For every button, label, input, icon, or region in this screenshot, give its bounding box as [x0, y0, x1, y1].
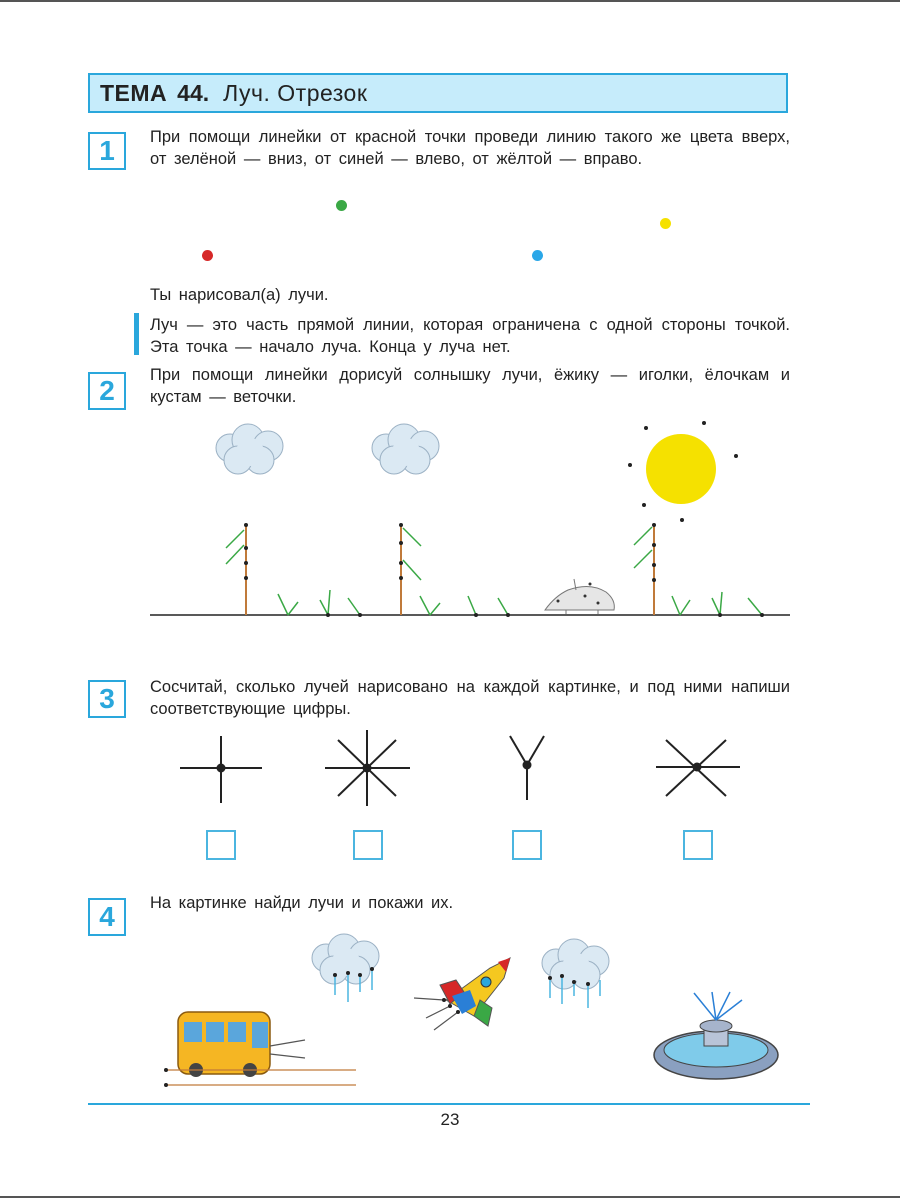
bus[interactable]: [164, 1012, 356, 1087]
rain-cloud-1[interactable]: [312, 934, 379, 1002]
footer-line: [88, 1103, 810, 1105]
page-number: 23: [440, 1110, 460, 1129]
task-3-number: 3: [88, 680, 126, 718]
task-1-result: Ты нарисовал(а) лучи.: [150, 286, 329, 304]
task-4-number: 4: [88, 898, 126, 936]
task-4-text: На картинке найди лучи и покажи их.: [150, 894, 454, 912]
ray-definition: Луч — это часть прямой линии, которая ограничена с одной стороны точкой. Эта точка — начало луча. Конца у луча нет.: [150, 316, 790, 356]
topic-number: 44.: [177, 79, 210, 106]
topic-label: ТЕМА: [100, 79, 168, 106]
fountain[interactable]: [654, 992, 778, 1079]
task-3-text: Сосчитай, сколько лучей нарисовано на каждой картинке, и под ними напиши соответствующие цифры.: [150, 678, 790, 718]
task-2-number: 2: [88, 372, 126, 410]
task-1-number: 1: [88, 132, 126, 170]
rocket[interactable]: [414, 958, 510, 1030]
rain-cloud-2[interactable]: [542, 939, 609, 1008]
topic-title: Луч. Отрезок: [223, 79, 368, 106]
task-1-text: При помощи линейки от красной точки проведи линию такого же цвета вверх, от зелёной — вниз, от синей — влево, от жёлтой — вправо.: [150, 128, 790, 168]
page-bottom-border: [0, 1196, 900, 1198]
task-2-text: При помощи линейки дорисуй солнышку лучи, ёжику — иголки, ёлочкам и кустам — веточки.: [150, 366, 790, 406]
